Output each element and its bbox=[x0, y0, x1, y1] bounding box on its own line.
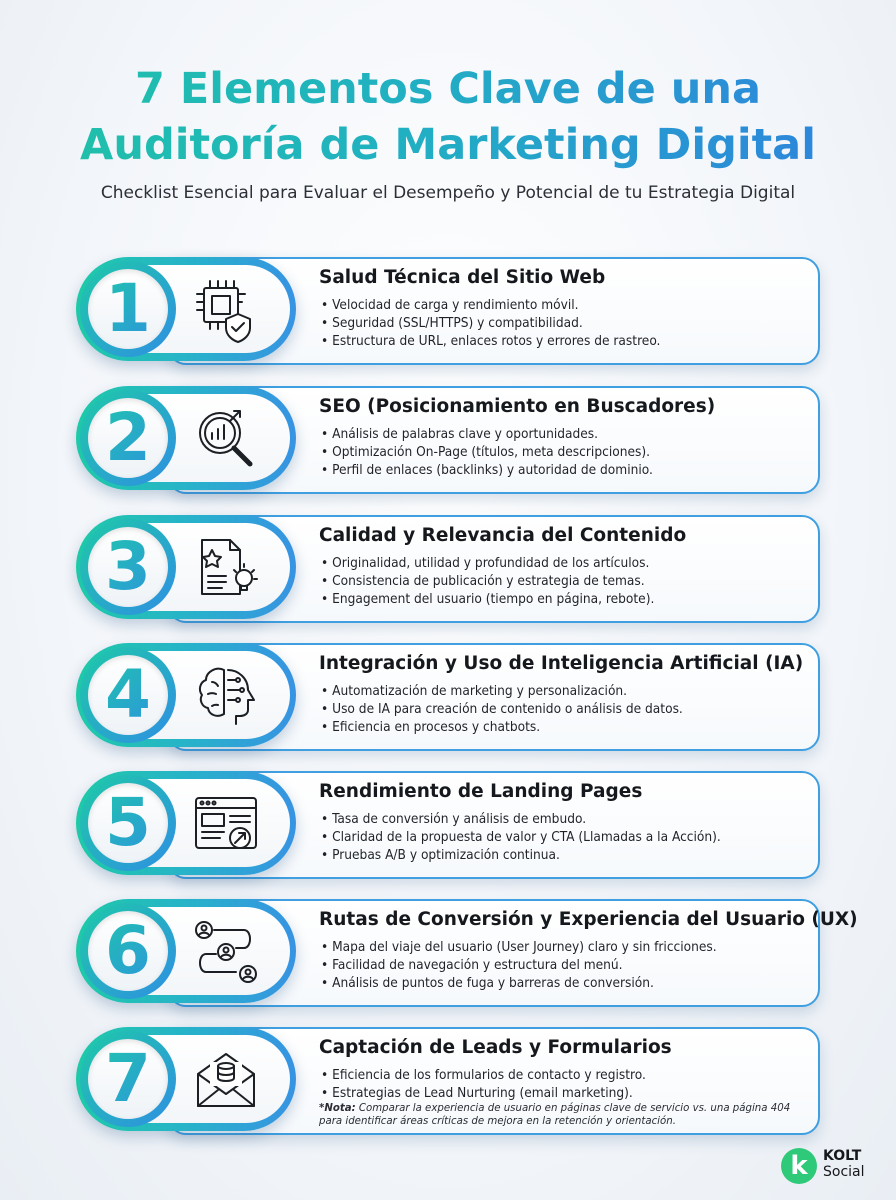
item-3 bbox=[0, 513, 896, 625]
item-heading: Rutas de Conversión y Experiencia del Usuario (UX) bbox=[319, 909, 858, 930]
bullet: • Velocidad de carga y rendimiento móvil. bbox=[321, 296, 811, 314]
item-bullets bbox=[321, 554, 811, 608]
bullet: • Automatización de marketing y personalización. bbox=[321, 682, 811, 700]
item-4 bbox=[0, 641, 896, 753]
bullet: • Perfil de enlaces (backlinks) y autoridad de dominio. bbox=[321, 461, 811, 479]
subtitle: Checklist Esencial para Evaluar el Desempeño y Potencial de tu Estrategia Digital bbox=[100, 183, 796, 203]
item-number: 6 bbox=[88, 911, 168, 991]
chip-shield-icon bbox=[190, 274, 262, 346]
bullet: • Pruebas A/B y optimización continua. bbox=[321, 846, 811, 864]
bullet: • Mapa del viaje del usuario (User Journey) claro y sin fricciones. bbox=[321, 938, 811, 956]
logo-line-1: KOLT bbox=[823, 1148, 862, 1164]
bullet: • Eficiencia de los formularios de contacto y registro. bbox=[321, 1066, 811, 1084]
bullet: • Engagement del usuario (tiempo en página, rebote). bbox=[321, 590, 811, 608]
item-number: 3 bbox=[88, 527, 168, 607]
item-7 bbox=[0, 1025, 896, 1137]
item-heading: Captación de Leads y Formularios bbox=[319, 1037, 672, 1058]
bullet: • Estrategias de Lead Nurturing (email marketing). bbox=[321, 1084, 811, 1102]
logo-text bbox=[823, 1148, 865, 1180]
user-journey-icon bbox=[190, 916, 262, 988]
bullet: • Estructura de URL, enlaces rotos y errores de rastreo. bbox=[321, 332, 811, 350]
bullet: • Eficiencia en procesos y chatbots. bbox=[321, 718, 811, 736]
bullet: • Análisis de puntos de fuga y barreras de conversión. bbox=[321, 974, 811, 992]
item-heading: Rendimiento de Landing Pages bbox=[319, 781, 643, 802]
bullet: • Facilidad de navegación y estructura del menú. bbox=[321, 956, 811, 974]
item-5 bbox=[0, 769, 896, 881]
item-number: 2 bbox=[88, 398, 168, 478]
item-6 bbox=[0, 897, 896, 1009]
bullet: • Análisis de palabras clave y oportunidades. bbox=[321, 425, 811, 443]
bullet: • Consistencia de publicación y estrategia de temas. bbox=[321, 572, 811, 590]
item-number: 7 bbox=[88, 1039, 168, 1119]
item-heading: Integración y Uso de Inteligencia Artificial (IA) bbox=[319, 653, 804, 674]
item-bullets bbox=[321, 682, 811, 736]
document-lightbulb-icon bbox=[190, 532, 262, 604]
item-2 bbox=[0, 384, 896, 496]
bullet: • Originalidad, utilidad y profundidad de los artículos. bbox=[321, 554, 811, 572]
bullet: • Tasa de conversión y análisis de embudo. bbox=[321, 810, 811, 828]
note bbox=[319, 1102, 809, 1128]
bullet: • Seguridad (SSL/HTTPS) y compatibilidad. bbox=[321, 314, 811, 332]
item-bullets bbox=[321, 938, 811, 992]
note-label: *Nota: bbox=[319, 1103, 356, 1114]
logo-line-2: Social bbox=[823, 1164, 865, 1180]
note-text: Comparar la experiencia de usuario en páginas clave de servicio vs. una página 404 para identificar áreas críticas de mejora en la retención y orientación. bbox=[319, 1103, 791, 1127]
item-heading: SEO (Posicionamiento en Buscadores) bbox=[319, 396, 716, 417]
bullet: • Optimización On-Page (títulos, meta descripciones). bbox=[321, 443, 811, 461]
magnifier-chart-icon bbox=[190, 403, 262, 475]
landing-page-icon bbox=[190, 788, 262, 860]
item-number: 5 bbox=[88, 783, 168, 863]
item-bullets bbox=[321, 1066, 811, 1102]
item-number: 1 bbox=[88, 269, 168, 349]
title-line-1: 7 Elementos Clave de una bbox=[0, 62, 896, 116]
title-line-2: Auditoría de Marketing Digital bbox=[0, 118, 896, 172]
item-heading: Calidad y Relevancia del Contenido bbox=[319, 525, 687, 546]
item-number: 4 bbox=[88, 655, 168, 735]
kolt-social-logo bbox=[781, 1146, 881, 1186]
item-bullets bbox=[321, 425, 811, 479]
item-bullets bbox=[321, 810, 811, 864]
bullet: • Uso de IA para creación de contenido o análisis de datos. bbox=[321, 700, 811, 718]
bullet: • Claridad de la propuesta de valor y CTA (Llamadas a la Acción). bbox=[321, 828, 811, 846]
item-heading: Salud Técnica del Sitio Web bbox=[319, 267, 606, 288]
envelope-database-icon bbox=[190, 1044, 262, 1116]
item-1 bbox=[0, 255, 896, 367]
ai-brain-head-icon bbox=[190, 660, 262, 732]
logo-mark: k bbox=[781, 1148, 817, 1184]
item-bullets bbox=[321, 296, 811, 350]
